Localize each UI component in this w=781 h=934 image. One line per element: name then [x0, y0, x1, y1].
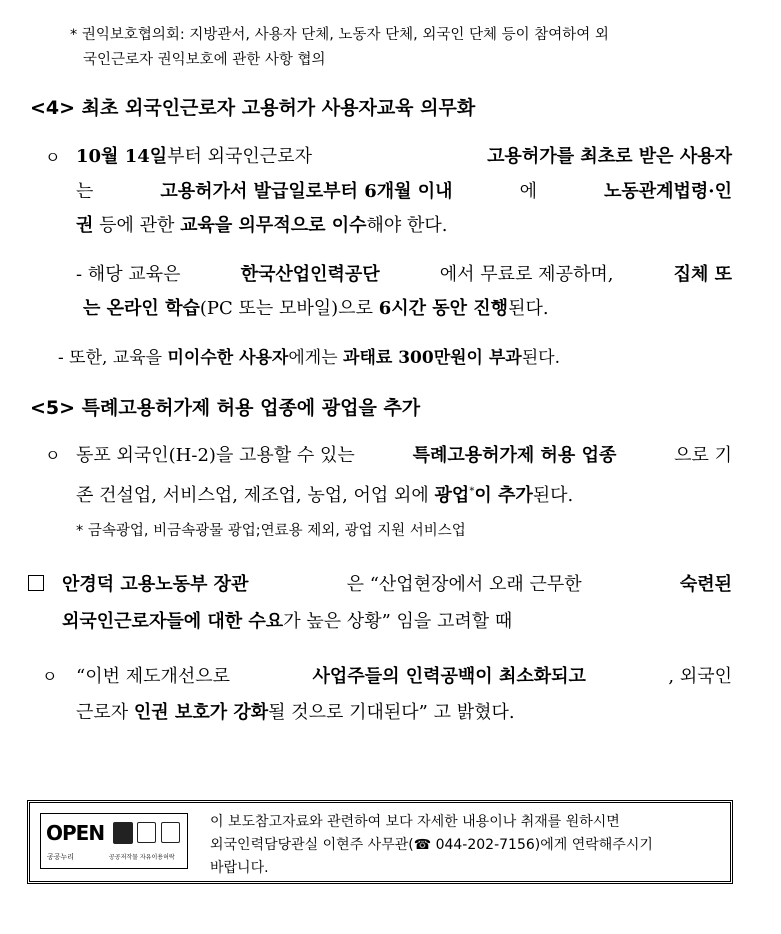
contact-box [27, 800, 733, 884]
closing-line-2: 근로자 인권 보호가 강화될 것으로 기대된다” 고 밝혔다. [76, 702, 515, 723]
s5-note: * 금속광업, 비금속광물 광업;연료용 제외, 광업 지원 서비스업 [76, 523, 466, 539]
section-4-heading: <4> 최초 외국인근로자 고용허가 사용자교육 의무화 [30, 97, 476, 119]
s4-sub1-line2: 는 온라인 학습(PC 또는 모바일)으로 6시간 동안 진행된다. [83, 298, 549, 319]
logo-subtitle-2: 공공저작물 자유이용허락 [109, 854, 175, 861]
bullet-circle: ㅇ [45, 446, 61, 465]
bullet-circle: ㅇ [45, 148, 61, 167]
s4-sub1-line1: - 해당 교육은 한국산업인력공단 에서 무료로 제공하며, 집체 또 [76, 264, 732, 285]
kogl-open-logo [40, 813, 188, 869]
quote-line-1: 안경덕 고용노동부 장관 은 “산업현장에서 오래 근무한 숙련된 [62, 574, 732, 595]
note-line-2: 국인근로자 권익보호에 관한 사항 협의 [83, 52, 326, 68]
section-5-heading: <5> 특례고용허가제 허용 업종에 광업을 추가 [30, 397, 421, 419]
s4p1-emph: 고용허가를 최초로 받은 사용자 [487, 146, 732, 167]
noncommercial-icon [137, 822, 156, 843]
s4-para1-line1: 10월 14일부터 외국인근로자 고용허가를 최초로 받은 사용자 [76, 142, 732, 168]
checkbox-square-icon [28, 575, 44, 591]
no-derivatives-icon [161, 822, 180, 843]
s4-para1-line3: 권 등에 관한 교육을 의무적으로 이수해야 한다. [76, 215, 448, 236]
quote-line-2: 외국인근로자들에 대한 수요가 높은 상황” 임을 고려할 때 [62, 611, 513, 632]
s4-para1-line2: 는 고용허가서 발급일로부터 6개월 이내 에 노동관계법령·인 [76, 181, 732, 202]
contact-line-1: 이 보도참고자료와 관련하여 보다 자세한 내용이나 취재를 원하시면 [210, 814, 620, 830]
note-line-1: * 권익보호협의회: 지방관서, 사용자 단체, 노동자 단체, 외국인 단체 등이 참여하여 외 [70, 27, 609, 43]
logo-subtitle: 공공누리 [47, 853, 75, 861]
contact-line-2: 외국인력담당관실 이현주 사무관(☎ 044-202-7156)에게 연락해주시기 [210, 837, 653, 853]
logo-open-text: OPEN [46, 821, 105, 845]
s4-sub2: - 또한, 교육을 미이수한 사용자에게는 과태료 300만원이 부과된다. [58, 348, 560, 368]
bullet-circle: ㅇ [42, 667, 58, 686]
closing-line-1: “이번 제도개선으로 사업주들의 인력공백이 최소화되고 , 외국인 [76, 666, 732, 687]
contact-line-3: 바랍니다. [210, 860, 269, 876]
s4p1-date: 10월 14일 [76, 146, 168, 167]
s5-para1-line2: 존 건설업, 서비스업, 제조업, 농업, 어업 외에 광업*이 추가된다. [76, 485, 574, 506]
s5-para1-line1: 동포 외국인(H-2)을 고용할 수 있는 특례고용허가제 허용 업종 으로 기 [76, 445, 732, 466]
attribution-icon [113, 822, 133, 844]
